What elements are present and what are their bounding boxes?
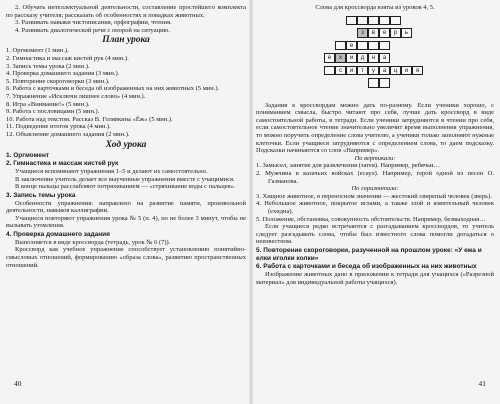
- crossword-cell: а: [379, 53, 390, 63]
- section-paragraph: В заключение учитель делает все выученные упражнения вместе с учащимися.: [15, 175, 235, 183]
- crossword-instructions: Задания к кроссвордам можно дать по-разному. Если ученики хорошо, с пониманием смысла, быстро читают про себя, лучше дать кроссворд в виде самостоятельной работы, в тетради. Если ученики затрудняются в чтении про себя, если самостоятельное чтение значительно увеличит время выполнения упражнения, то можно поручить определение слова учителю, а ученики только заполняют нужные клеточки. Если учащиеся затрудняются с определением слова, то даем подсказку. Подсказки начинаются со слов «Например».: [256, 101, 494, 155]
- intro-item: 2. Обучать интеллектуальной деятельности, составление простейшего комплекта по рассказу учителя; рассказать об особенностях и повадках животных.: [6, 4, 246, 19]
- vertical-label: По вертикали:: [354, 154, 396, 162]
- crossword-cell: з: [357, 28, 368, 38]
- plan-item: 2. Гимнастика и массаж кистей рук (4 мин.).: [6, 54, 129, 62]
- plan-title: План урока: [102, 35, 150, 46]
- section-heading: 2. Гимнастика и массаж кистей рук: [6, 160, 119, 168]
- crossword-caption: Слова для кроссворда взяты из уроков 4, 5.: [315, 4, 435, 11]
- closing-paragraph: Если учащиеся редко встречаются с разгадыванием кроссвордов, то учитель следует разгадывать слова, чтобы был известного слова помогли догадаться о неизвестном.: [256, 223, 494, 246]
- crossword-cell: [368, 78, 379, 88]
- plan-item: 10. Работа над текстом. Рассказ В. Голявкина «Ёж» (5 мин.).: [6, 115, 173, 123]
- crossword-cell: е: [324, 53, 335, 63]
- crossword-cell: р: [390, 28, 401, 38]
- crossword-cell: е: [379, 28, 390, 38]
- left-page: [6, 4, 246, 390]
- vertical-clue: 2. Мужчина в казачьих войсках (есаул). Например, герой одной из песен О. Газманова.: [256, 169, 494, 185]
- crossword-cell: [324, 66, 335, 76]
- section-heading: 4. Проверка домашнего задания: [6, 231, 110, 239]
- crossword-cell: ь: [401, 28, 412, 38]
- horizontal-list: [256, 193, 494, 223]
- crossword-cell: в: [368, 28, 379, 38]
- plan-item: 5. Повторение скороговорки (3 мин.).: [6, 77, 110, 85]
- crossword-cell: а: [379, 66, 390, 76]
- right-sections: [256, 247, 494, 287]
- crossword-cell: у: [368, 66, 379, 76]
- plan-item: 3. Запись темы урока (2 мин.).: [6, 62, 90, 70]
- vertical-clue: 1. Замысел, занятие для развлечения (затея). Например, ребячьи…: [256, 162, 441, 170]
- section-paragraph: В конце пальцы расслабляют потряхиванием — «стряхивание воды с пальцев».: [15, 183, 236, 191]
- section-paragraph: Выполняется в виде кроссворда (тетрадь, урок № 6 (7)).: [15, 238, 171, 246]
- right-top-paras: [256, 102, 494, 155]
- crossword-cell: [379, 16, 390, 26]
- crossword-cell: ц: [390, 66, 401, 76]
- section-paragraph: Кроссворд как учебное упражнение способствует установлению понятийно-смысловых отношений, формированию «образа слова», развитию пространственных отношений.: [6, 246, 246, 269]
- plan-item: 6. Работа с карточками и беседа об изображенных на них животных (5 мин.).: [6, 85, 220, 93]
- horizontal-clue: 5. Положение, обстановка, совокупность обстоятельств. Например, безвыходная…: [256, 215, 486, 223]
- horizontal-clue: 3. Хищное животное, в переносном значении — жестокий свирепый человек (зверь).: [256, 192, 492, 200]
- flow-title: Ход урока: [105, 139, 147, 150]
- section-heading: 1. Оргмомент: [6, 151, 50, 159]
- book-gutter: [249, 0, 253, 404]
- plan-item: 11. Подведение итогов урока (4 мин.).: [6, 123, 111, 131]
- horizontal-clue: 4. Небольшое животное, покрытое иглами, а также злой и язвительный человек (ехидна).: [256, 200, 494, 215]
- crossword-cell: [379, 41, 390, 51]
- plan-item: 12. Объяснение домашнего задания (2 мин.).: [6, 130, 130, 138]
- section-heading: 3. Запись темы урока: [6, 191, 76, 199]
- crossword-cell: [368, 16, 379, 26]
- crossword-cell: [368, 41, 379, 51]
- crossword-cell: я: [412, 66, 423, 76]
- intro-item: 3. Развивать навыки чистописания, орфографии, чтения.: [15, 19, 172, 27]
- plan-list: [6, 47, 246, 138]
- page-number-right: 41: [478, 379, 486, 388]
- vertical-list: [256, 162, 494, 185]
- section-paragraph: Особенности упражнения: направлено на развитие памяти, произвольной деятельности, навыков каллиграфии.: [6, 199, 246, 215]
- intro-list: [6, 4, 246, 34]
- section-paragraph: Изображение животных дано в приложении к тетради для учащихся («Разрезной материал» для индивидуальной работы учащихся).: [256, 271, 494, 286]
- crossword-cell: и: [346, 66, 357, 76]
- left-sections: [6, 152, 246, 270]
- right-page: [256, 4, 494, 390]
- plan-item: 7. Упражнение «Исключи лишнее слово» (4 мин.).: [6, 92, 146, 100]
- section-paragraph: Учащиеся повторяют упражнения урока № 5 (п. 4), но не более 3 минут, чтобы не вызывать утомления.: [6, 214, 246, 230]
- plan-item: 1. Оргмомент (1 мин.).: [6, 47, 69, 55]
- crossword-cell: д: [357, 53, 368, 63]
- crossword-cell: [346, 16, 357, 26]
- horizontal-label: По горизонтали:: [351, 185, 399, 193]
- crossword-cell: н: [368, 53, 379, 63]
- crossword-cell: [357, 41, 368, 51]
- crossword-cell: с: [335, 66, 346, 76]
- crossword-cell: и: [346, 53, 357, 63]
- crossword-cell: и: [401, 66, 412, 76]
- crossword-cell: х: [335, 53, 346, 63]
- section-heading: 5. Повторение скороговорки, разученной на прошлом уроке: «У ежа и елки иголки колки»: [256, 246, 482, 262]
- crossword-cell: [357, 16, 368, 26]
- section-paragraph: Учащиеся вспоминают упражнения 1–5 и делают их самостоятельно.: [15, 168, 208, 176]
- crossword-cell: [390, 16, 401, 26]
- crossword-cell: [335, 41, 346, 51]
- plan-item: 8. Игра «Внимание!» (5 мин.).: [6, 100, 90, 108]
- plan-item: 9. Работа с пословицами (5 мин.).: [6, 108, 100, 116]
- crossword-grid: [305, 14, 445, 100]
- crossword-cell: е: [346, 41, 357, 51]
- intro-item: 4. Развивать диалогической речи с опорой на ситуацию.: [15, 26, 171, 34]
- plan-item: 4. Проверка домашнего задания (3 мин.).: [6, 70, 120, 78]
- section-heading: 6. Работа с карточками и беседа об изображенных на них животных: [256, 263, 477, 271]
- crossword-cell: [379, 78, 390, 88]
- page-number-left: 40: [14, 379, 22, 388]
- crossword-cell: т: [357, 66, 368, 76]
